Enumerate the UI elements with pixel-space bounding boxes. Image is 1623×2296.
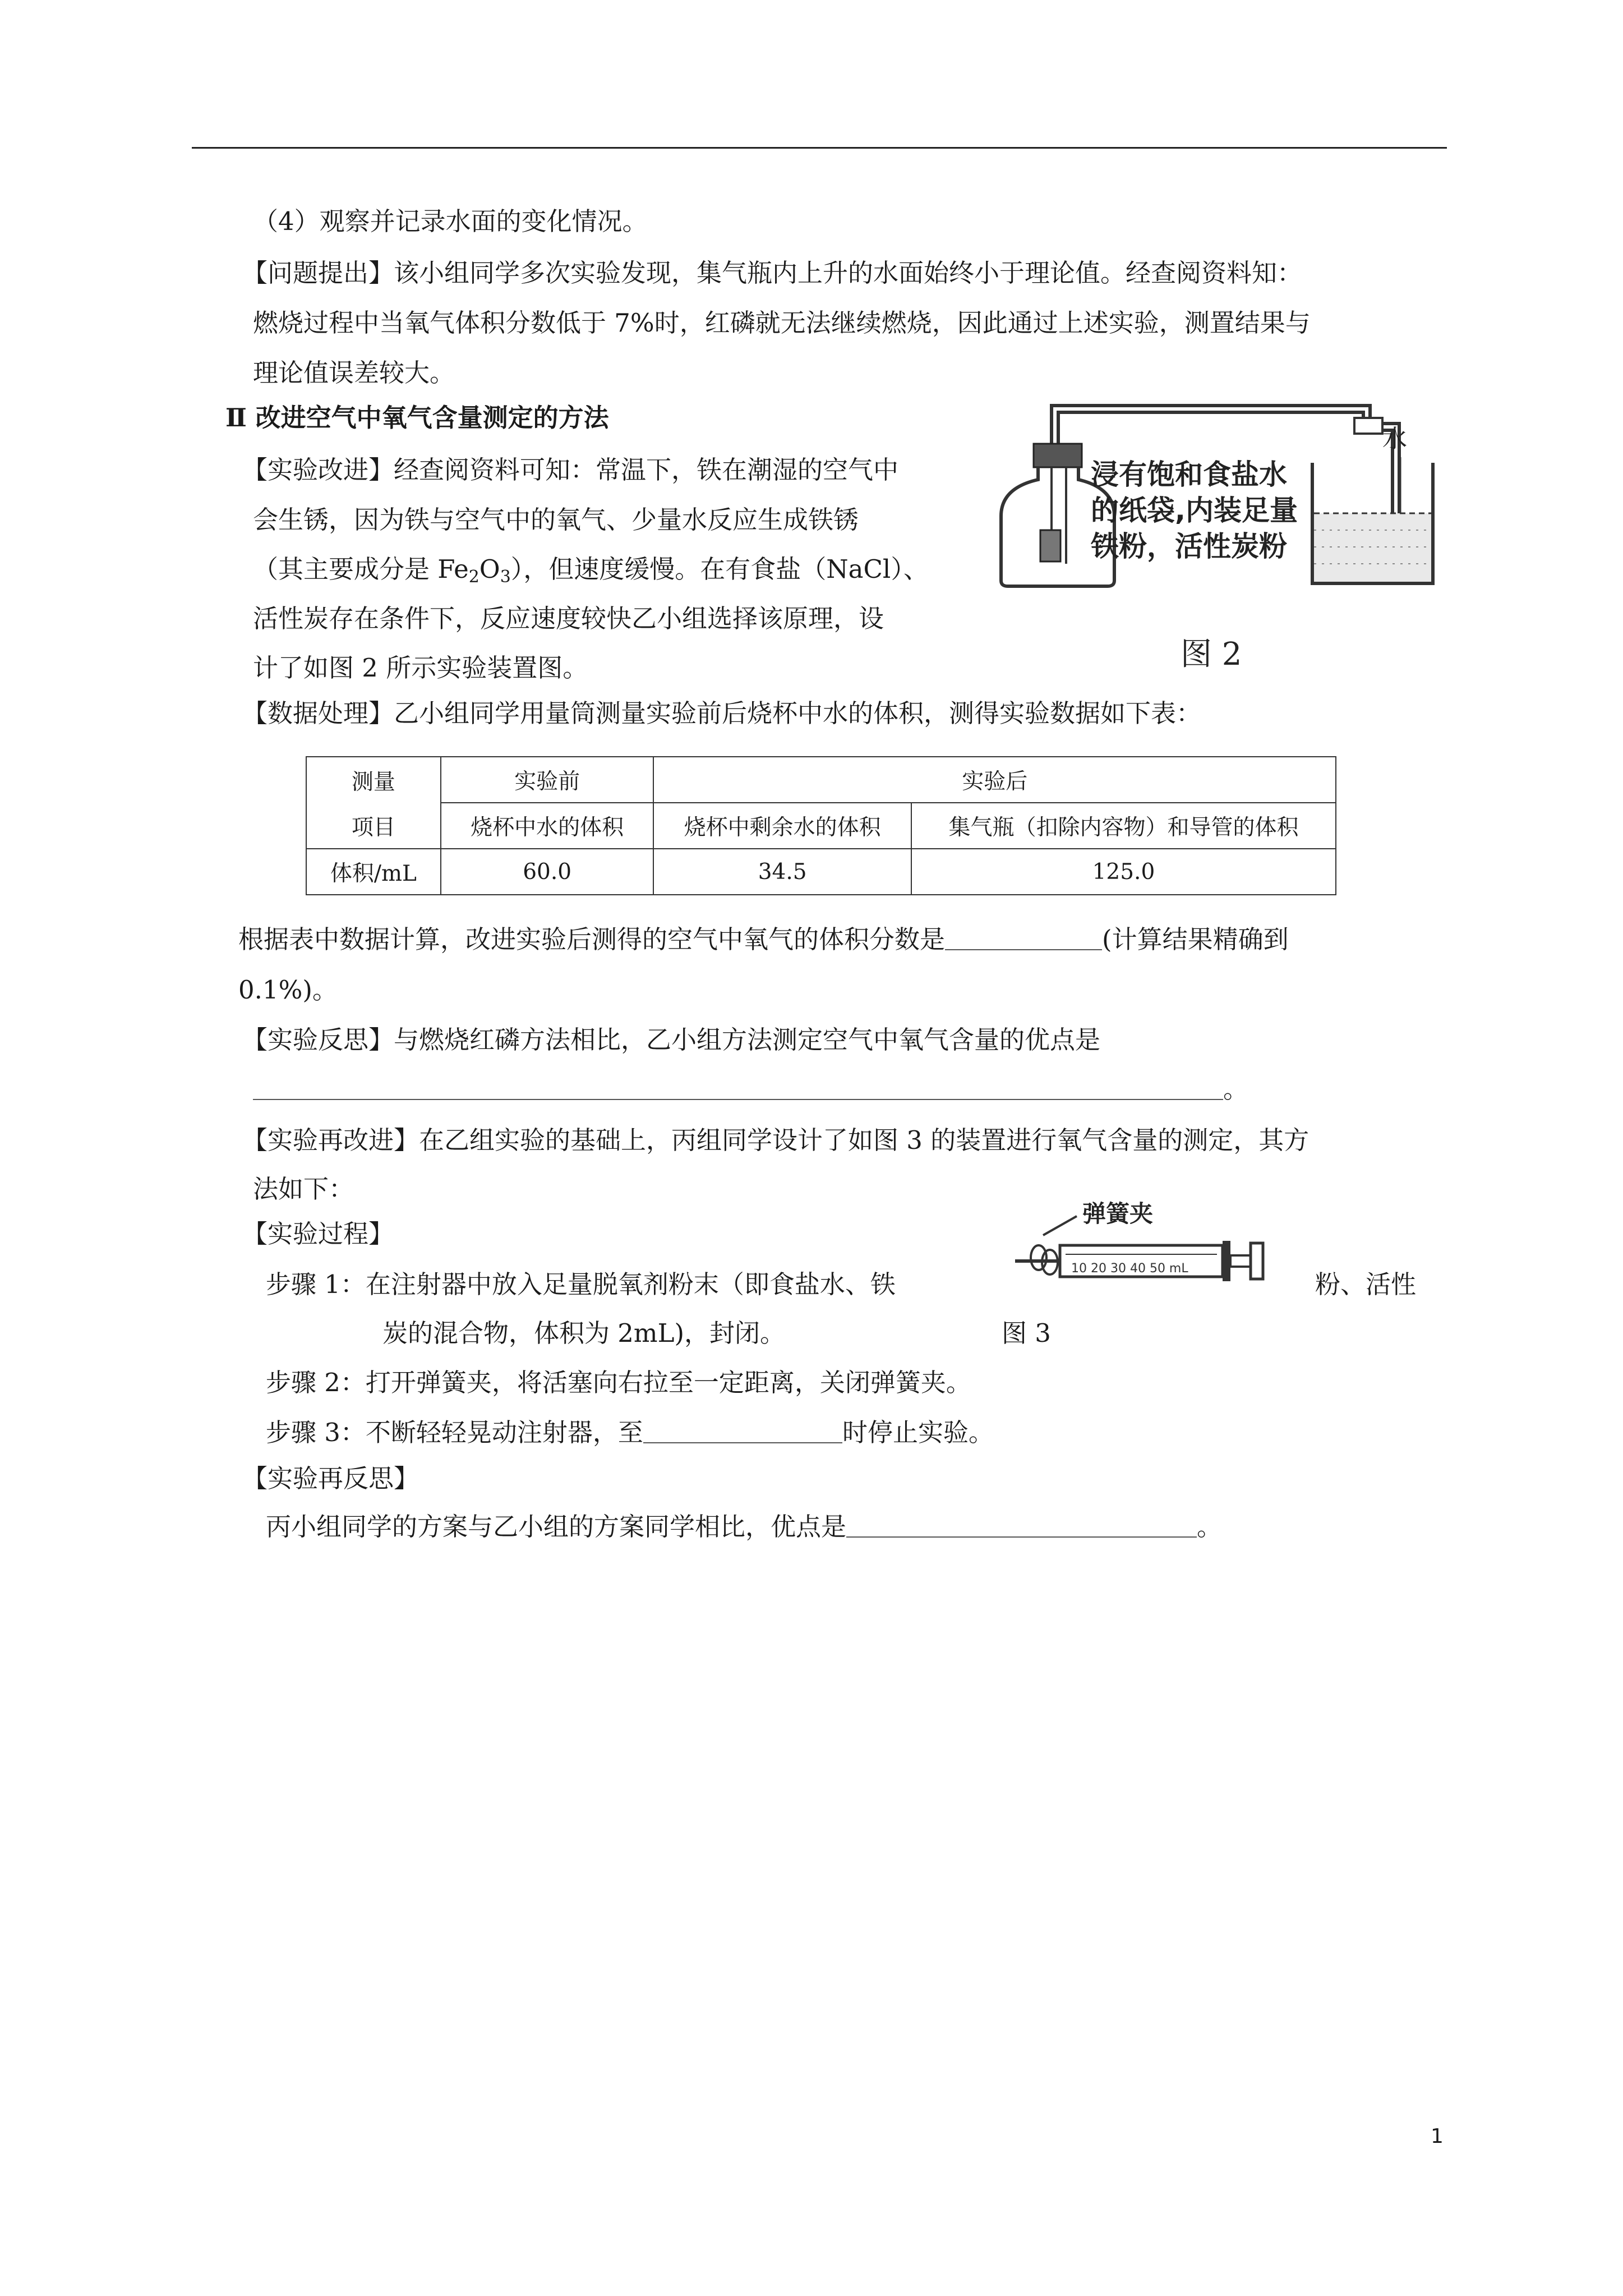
calculation-line-1: 根据表中数据计算，改进实验后测得的空气中氧气的体积分数是 (计算结果精确到 bbox=[238, 924, 1289, 954]
table-header-before: 实验前 bbox=[441, 757, 654, 803]
table-cell-bottle-volume: 125.0 bbox=[911, 849, 1336, 895]
figure-2-label-line-1: 浸有饱和食盐水 bbox=[1091, 458, 1287, 491]
figure-2-label-line-2: 的纸袋,内装足量 bbox=[1091, 494, 1298, 527]
question-paragraph-line-2: 燃烧过程中当氧气体积分数低于 7%时，红磷就无法继续燃烧，因此通过上述实验，测置结果与 bbox=[253, 308, 1311, 338]
syringe-scale-marks: 10 20 30 40 50 mL bbox=[1071, 1262, 1188, 1276]
re-reflection-text: 丙小组同学的方案与乙小组的方案同学相比，优点是 。 bbox=[266, 1512, 1223, 1542]
process-heading: 【实验过程】 bbox=[242, 1219, 394, 1249]
figure-2-caption: 图 2 bbox=[1181, 636, 1242, 673]
re-improvement-line-2: 法如下： bbox=[253, 1174, 354, 1204]
improvement-line-1: 【实验改进】经查阅资料可知：常温下，铁在潮湿的空气中 bbox=[242, 455, 899, 485]
reflection-text: 【实验反思】与燃烧红磷方法相比，乙小组方法测定空气中氧气含量的优点是 bbox=[242, 1025, 1101, 1055]
table-row-label: 体积/mL bbox=[306, 849, 441, 895]
step-3-answer-blank[interactable] bbox=[643, 1418, 842, 1443]
figure-3-syringe bbox=[1009, 1195, 1273, 1296]
re-reflection-heading: 【实验再反思】 bbox=[242, 1464, 419, 1493]
step-1-line-2: 炭的混合物，体积为 2mL)，封闭。 bbox=[382, 1318, 786, 1348]
oxygen-fraction-answer-blank[interactable] bbox=[945, 924, 1102, 950]
calculation-line-2: 0.1%)。 bbox=[238, 975, 338, 1005]
table-header-item: 项目 bbox=[306, 803, 441, 849]
section-heading: Ⅱ 改进空气中氧气含量测定的方法 bbox=[225, 403, 609, 432]
figure-2-label-line-3: 铁粉，活性炭粉 bbox=[1091, 530, 1287, 563]
table-cell-before-volume: 60.0 bbox=[441, 849, 654, 895]
improvement-line-3: （其主要成分是 $Fe_2O_3$），但速度缓慢。在有食盐（NaCl）、 bbox=[253, 554, 929, 587]
improvement-line-2: 会生锈，因为铁与空气中的氧气、少量水反应生成铁锈 bbox=[253, 505, 859, 535]
step-3-text: 步骤 3：不断轻轻晃动注射器，至 时停止实验。 bbox=[266, 1418, 994, 1447]
step-2-text: 步骤 2：打开弹簧夹，将活塞向右拉至一定距离，关闭弹簧夹。 bbox=[266, 1368, 971, 1397]
figure-3-caption: 图 3 bbox=[1002, 1318, 1051, 1348]
data-table bbox=[306, 756, 1336, 895]
table-header-measure: 测量 bbox=[306, 757, 441, 803]
table-subheader-after-2: 集气瓶（扣除内容物）和导管的体积 bbox=[911, 803, 1336, 849]
advantage-answer-blank[interactable] bbox=[253, 1074, 1223, 1100]
step-4-text: （4）观察并记录水面的变化情况。 bbox=[253, 206, 648, 236]
figure-2-water-label: 水 bbox=[1382, 425, 1407, 453]
step-1-line-1a: 步骤 1：在注射器中放入足量脱氧剂粉末（即食盐水、铁 bbox=[266, 1269, 896, 1299]
question-paragraph-line-1: 【问题提出】该小组同学多次实验发现，集气瓶内上升的水面始终小于理论值。经查阅资料知： bbox=[242, 258, 1303, 288]
table-cell-remaining-water: 34.5 bbox=[653, 849, 911, 895]
header-rule bbox=[192, 147, 1447, 149]
improvement-line-4: 活性炭存在条件下，反应速度较快乙小组选择该原理，设 bbox=[253, 604, 884, 633]
step-1-line-1b: 粉、活性 bbox=[1315, 1269, 1417, 1299]
figure-2-apparatus bbox=[995, 395, 1438, 682]
reflection-answer-line: 。 bbox=[253, 1073, 1248, 1106]
table-header-after: 实验后 bbox=[653, 757, 1336, 803]
question-paragraph-line-3: 理论值误差较大。 bbox=[253, 358, 455, 388]
improvement-line-5: 计了如图 2 所示实验装置图。 bbox=[253, 653, 588, 683]
data-processing-text: 【数据处理】乙小组同学用量筒测量实验前后烧杯中水的体积，测得实验数据如下表： bbox=[242, 698, 1202, 728]
figure-3-clip-label: 弹簧夹 bbox=[1082, 1200, 1154, 1227]
page-number: 1 bbox=[1431, 2125, 1444, 2148]
re-improvement-line-1: 【实验再改进】在乙组实验的基础上，丙组同学设计了如图 3 的装置进行氧气含量的测定，其方 bbox=[242, 1125, 1310, 1155]
group-c-advantage-blank[interactable] bbox=[846, 1512, 1197, 1538]
table-subheader-before: 烧杯中水的体积 bbox=[441, 803, 654, 849]
table-subheader-after-1: 烧杯中剩余水的体积 bbox=[653, 803, 911, 849]
